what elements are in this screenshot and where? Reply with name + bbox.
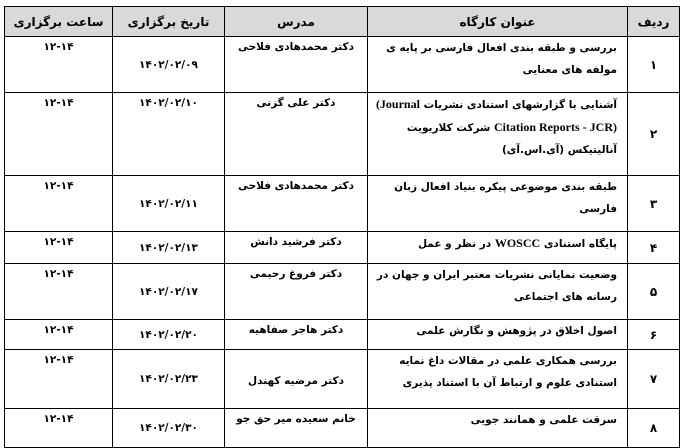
teacher-name: خانم سعیده میر حق جو [225, 409, 368, 448]
workshop-time [5, 350, 113, 409]
teacher-name: دکتر مرضیه کهندل [225, 350, 368, 409]
workshop-title [368, 93, 628, 176]
row-number: ۲ [628, 93, 680, 176]
title-english: (Journal Citation Reports - JCR) [375, 97, 617, 134]
row-number: ۷ [628, 350, 680, 409]
workshop-title: بررسی و طبقه بندی افعال فارسی بر پایه ی مولفه های معنایی [368, 37, 628, 93]
table-row [5, 350, 680, 409]
title-part-2: شرکت کلاریویت آنالیتیکس (آی.اس.آی) [406, 122, 617, 156]
teacher-name: دکتر محمدهادی فلاحی [225, 176, 368, 232]
header-row [5, 7, 680, 37]
date-value: ۱۴۰۲/۰۲/۱۳ [139, 241, 198, 254]
teacher-name: دکتر محمدهادی فلاحی [225, 37, 368, 93]
title-part-1: آشنایی با گزارشهای استنادی نشریات [423, 99, 617, 111]
header-title: عنوان کارگاه [368, 7, 628, 37]
workshop-date [113, 264, 225, 320]
time-value: ۱۲-۱۴ [43, 236, 74, 248]
date-value: ۱۴۰۲/۰۲/۳۰ [139, 422, 198, 434]
teacher-name: دکتر هاجر صفاهیه [225, 320, 368, 350]
date-value: ۱۴۰۲/۰۲/۲۰ [139, 328, 198, 341]
row-number: ۳ [628, 176, 680, 232]
teacher-name: دکتر فرشید دانش [225, 232, 368, 264]
workshop-title [368, 232, 628, 264]
workshop-title: وضعیت نمایانی نشریات معتبر ایران و جهان در رسانه های اجتماعی [368, 264, 628, 320]
date-value: ۱۴۰۲/۰۲/۱۱ [139, 197, 198, 210]
time-value: ۱۲-۱۴ [43, 97, 74, 109]
header-time: ساعت برگزاری [5, 7, 113, 37]
row-number: ۶ [628, 320, 680, 350]
table-row [5, 409, 680, 448]
table-row [5, 264, 680, 320]
workshop-date [113, 176, 225, 232]
row-number: ۸ [628, 409, 680, 448]
date-value: ۱۴۰۲/۰۲/۱۷ [139, 285, 198, 298]
table-row [5, 320, 680, 350]
header-date: تاریخ برگزاری [113, 7, 225, 37]
workshop-time [5, 264, 113, 320]
time-value: ۱۲-۱۴ [43, 413, 74, 425]
time-value: ۱۲-۱۴ [43, 354, 74, 366]
workshop-time [5, 176, 113, 232]
time-value: ۱۲-۱۴ [43, 324, 74, 336]
workshop-date [113, 320, 225, 350]
time-value: ۱۲-۱۴ [43, 180, 74, 192]
workshop-title: اصول اخلاق در پژوهش و نگارش علمی [368, 320, 628, 350]
workshop-schedule-table [4, 6, 680, 448]
workshop-date [113, 232, 225, 264]
table-row [5, 37, 680, 93]
header-row-number: ردیف [628, 7, 680, 37]
workshop-time [5, 409, 113, 448]
workshop-table-container [4, 6, 679, 448]
workshop-title: بررسی همکاری علمی در مقالات داغ نمایه استنادی علوم و ارتباط آن با استناد پذیری [368, 350, 628, 409]
teacher-name: دکتر فروغ رحیمی [225, 264, 368, 320]
workshop-date [113, 350, 225, 409]
workshop-time [5, 320, 113, 350]
date-value: ۱۴۰۲/۰۲/۰۹ [139, 58, 198, 71]
table-row [5, 232, 680, 264]
row-number: ۵ [628, 264, 680, 320]
title-part-1: پایگاه استنادی [543, 238, 617, 250]
date-value: ۱۴۰۲/۰۲/۲۳ [139, 373, 198, 385]
table-row [5, 93, 680, 176]
workshop-date [113, 409, 225, 448]
row-number: ۱ [628, 37, 680, 93]
date-value: ۱۴۰۲/۰۲/۱۰ [139, 97, 198, 109]
row-number: ۴ [628, 232, 680, 264]
time-value: ۱۲-۱۴ [43, 268, 74, 280]
workshop-time [5, 37, 113, 93]
workshop-title: طبقه بندی موضوعی پیکره بنیاد افعال زبان فارسی [368, 176, 628, 232]
workshop-title: سرقت علمی و همانند جویی [368, 409, 628, 448]
time-value: ۱۲-۱۴ [43, 41, 74, 53]
title-english: WOSCC [494, 236, 541, 250]
workshop-time [5, 93, 113, 176]
table-row [5, 176, 680, 232]
workshop-date [113, 37, 225, 93]
workshop-date [113, 93, 225, 176]
title-part-2: در نظر و عمل [417, 238, 492, 250]
teacher-name: دکتر علی گزنی [225, 93, 368, 176]
header-teacher: مدرس [225, 7, 368, 37]
workshop-time [5, 232, 113, 264]
